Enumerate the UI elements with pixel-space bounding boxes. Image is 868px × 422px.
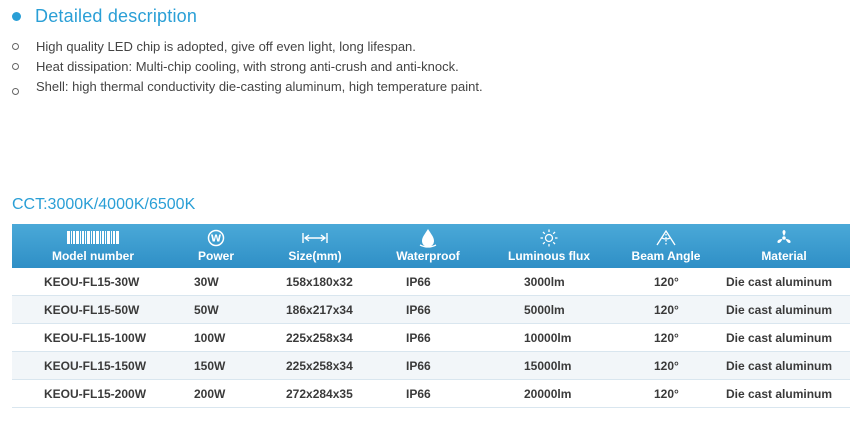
cell-material: Die cast aluminum — [718, 352, 850, 380]
table-row — [12, 268, 850, 296]
cell-material: Die cast aluminum — [718, 296, 850, 324]
cell-size: 225x258x34 — [258, 324, 372, 352]
cell-model: KEOU-FL15-150W — [12, 352, 174, 380]
cell-flux: 5000lm — [484, 296, 614, 324]
svg-text:W: W — [210, 233, 222, 244]
feature-item — [12, 76, 483, 96]
cell-power: 200W — [174, 380, 258, 408]
fan-icon — [775, 230, 793, 246]
cell-size: 272x284x35 — [258, 380, 372, 408]
circle-bullet-icon — [12, 63, 19, 70]
table-row — [12, 352, 850, 380]
cell-waterproof: IP66 — [372, 380, 484, 408]
table-row — [12, 296, 850, 324]
cell-power: 150W — [174, 352, 258, 380]
beam-angle-icon — [656, 230, 676, 246]
cell-waterproof: IP66 — [372, 324, 484, 352]
header-material — [718, 224, 850, 268]
header-size — [258, 224, 372, 268]
header-size-label: Size(mm) — [288, 248, 342, 263]
water-drop-icon — [418, 230, 438, 246]
cell-power: 50W — [174, 296, 258, 324]
header-model — [12, 224, 174, 268]
cell-beam: 120° — [614, 296, 718, 324]
cell-flux: 20000lm — [484, 380, 614, 408]
cell-size: 225x258x34 — [258, 352, 372, 380]
cell-beam: 120° — [614, 324, 718, 352]
cell-model: KEOU-FL15-50W — [12, 296, 174, 324]
feature-item — [12, 36, 483, 56]
feature-text: Shell: high thermal conductivity die-casting aluminum, high temperature paint. — [36, 78, 483, 94]
cell-model: KEOU-FL15-200W — [12, 380, 174, 408]
cell-power: 30W — [174, 268, 258, 296]
feature-list — [12, 36, 483, 96]
cell-size: 158x180x32 — [258, 268, 372, 296]
barcode-icon — [67, 230, 119, 246]
cell-material: Die cast aluminum — [718, 324, 850, 352]
header-flux-label: Luminous flux — [508, 248, 590, 263]
section-header — [12, 5, 197, 27]
header-waterproof — [372, 224, 484, 268]
feature-text: Heat dissipation: Multi-chip cooling, with strong anti-crush and anti-knock. — [36, 58, 459, 74]
table-row — [12, 380, 850, 408]
cct-label: CCT:3000K/4000K/6500K — [12, 196, 196, 213]
header-beam-label: Beam Angle — [631, 248, 701, 263]
cell-model: KEOU-FL15-30W — [12, 268, 174, 296]
cell-material: Die cast aluminum — [718, 380, 850, 408]
cell-beam: 120° — [614, 380, 718, 408]
section-title: Detailed description — [35, 5, 198, 26]
circle-bullet-icon — [12, 88, 19, 95]
header-waterproof-label: Waterproof — [396, 248, 460, 263]
circle-bullet-icon — [12, 43, 19, 50]
feature-item — [12, 56, 483, 76]
cell-beam: 120° — [614, 268, 718, 296]
feature-text: High quality LED chip is adopted, give off even light, long lifespan. — [36, 38, 416, 54]
cell-power: 100W — [174, 324, 258, 352]
header-flux — [484, 224, 614, 268]
cell-flux: 15000lm — [484, 352, 614, 380]
cell-flux: 10000lm — [484, 324, 614, 352]
dimension-arrows-icon — [302, 230, 328, 246]
cell-waterproof: IP66 — [372, 296, 484, 324]
cell-model: KEOU-FL15-100W — [12, 324, 174, 352]
watt-icon — [207, 230, 225, 246]
header-material-label: Material — [761, 248, 807, 263]
cell-beam: 120° — [614, 352, 718, 380]
cell-flux: 3000lm — [484, 268, 614, 296]
header-power — [174, 224, 258, 268]
table-row — [12, 324, 850, 352]
bullet-dot-icon — [12, 12, 21, 21]
cell-size: 186x217x34 — [258, 296, 372, 324]
spec-table — [12, 224, 850, 408]
table-header-row — [12, 224, 850, 268]
sun-icon — [540, 230, 558, 246]
cell-material: Die cast aluminum — [718, 268, 850, 296]
cell-waterproof: IP66 — [372, 268, 484, 296]
header-power-label: Power — [197, 248, 234, 263]
cell-waterproof: IP66 — [372, 352, 484, 380]
header-beam — [614, 224, 718, 268]
header-model-label: Model number — [51, 248, 134, 263]
